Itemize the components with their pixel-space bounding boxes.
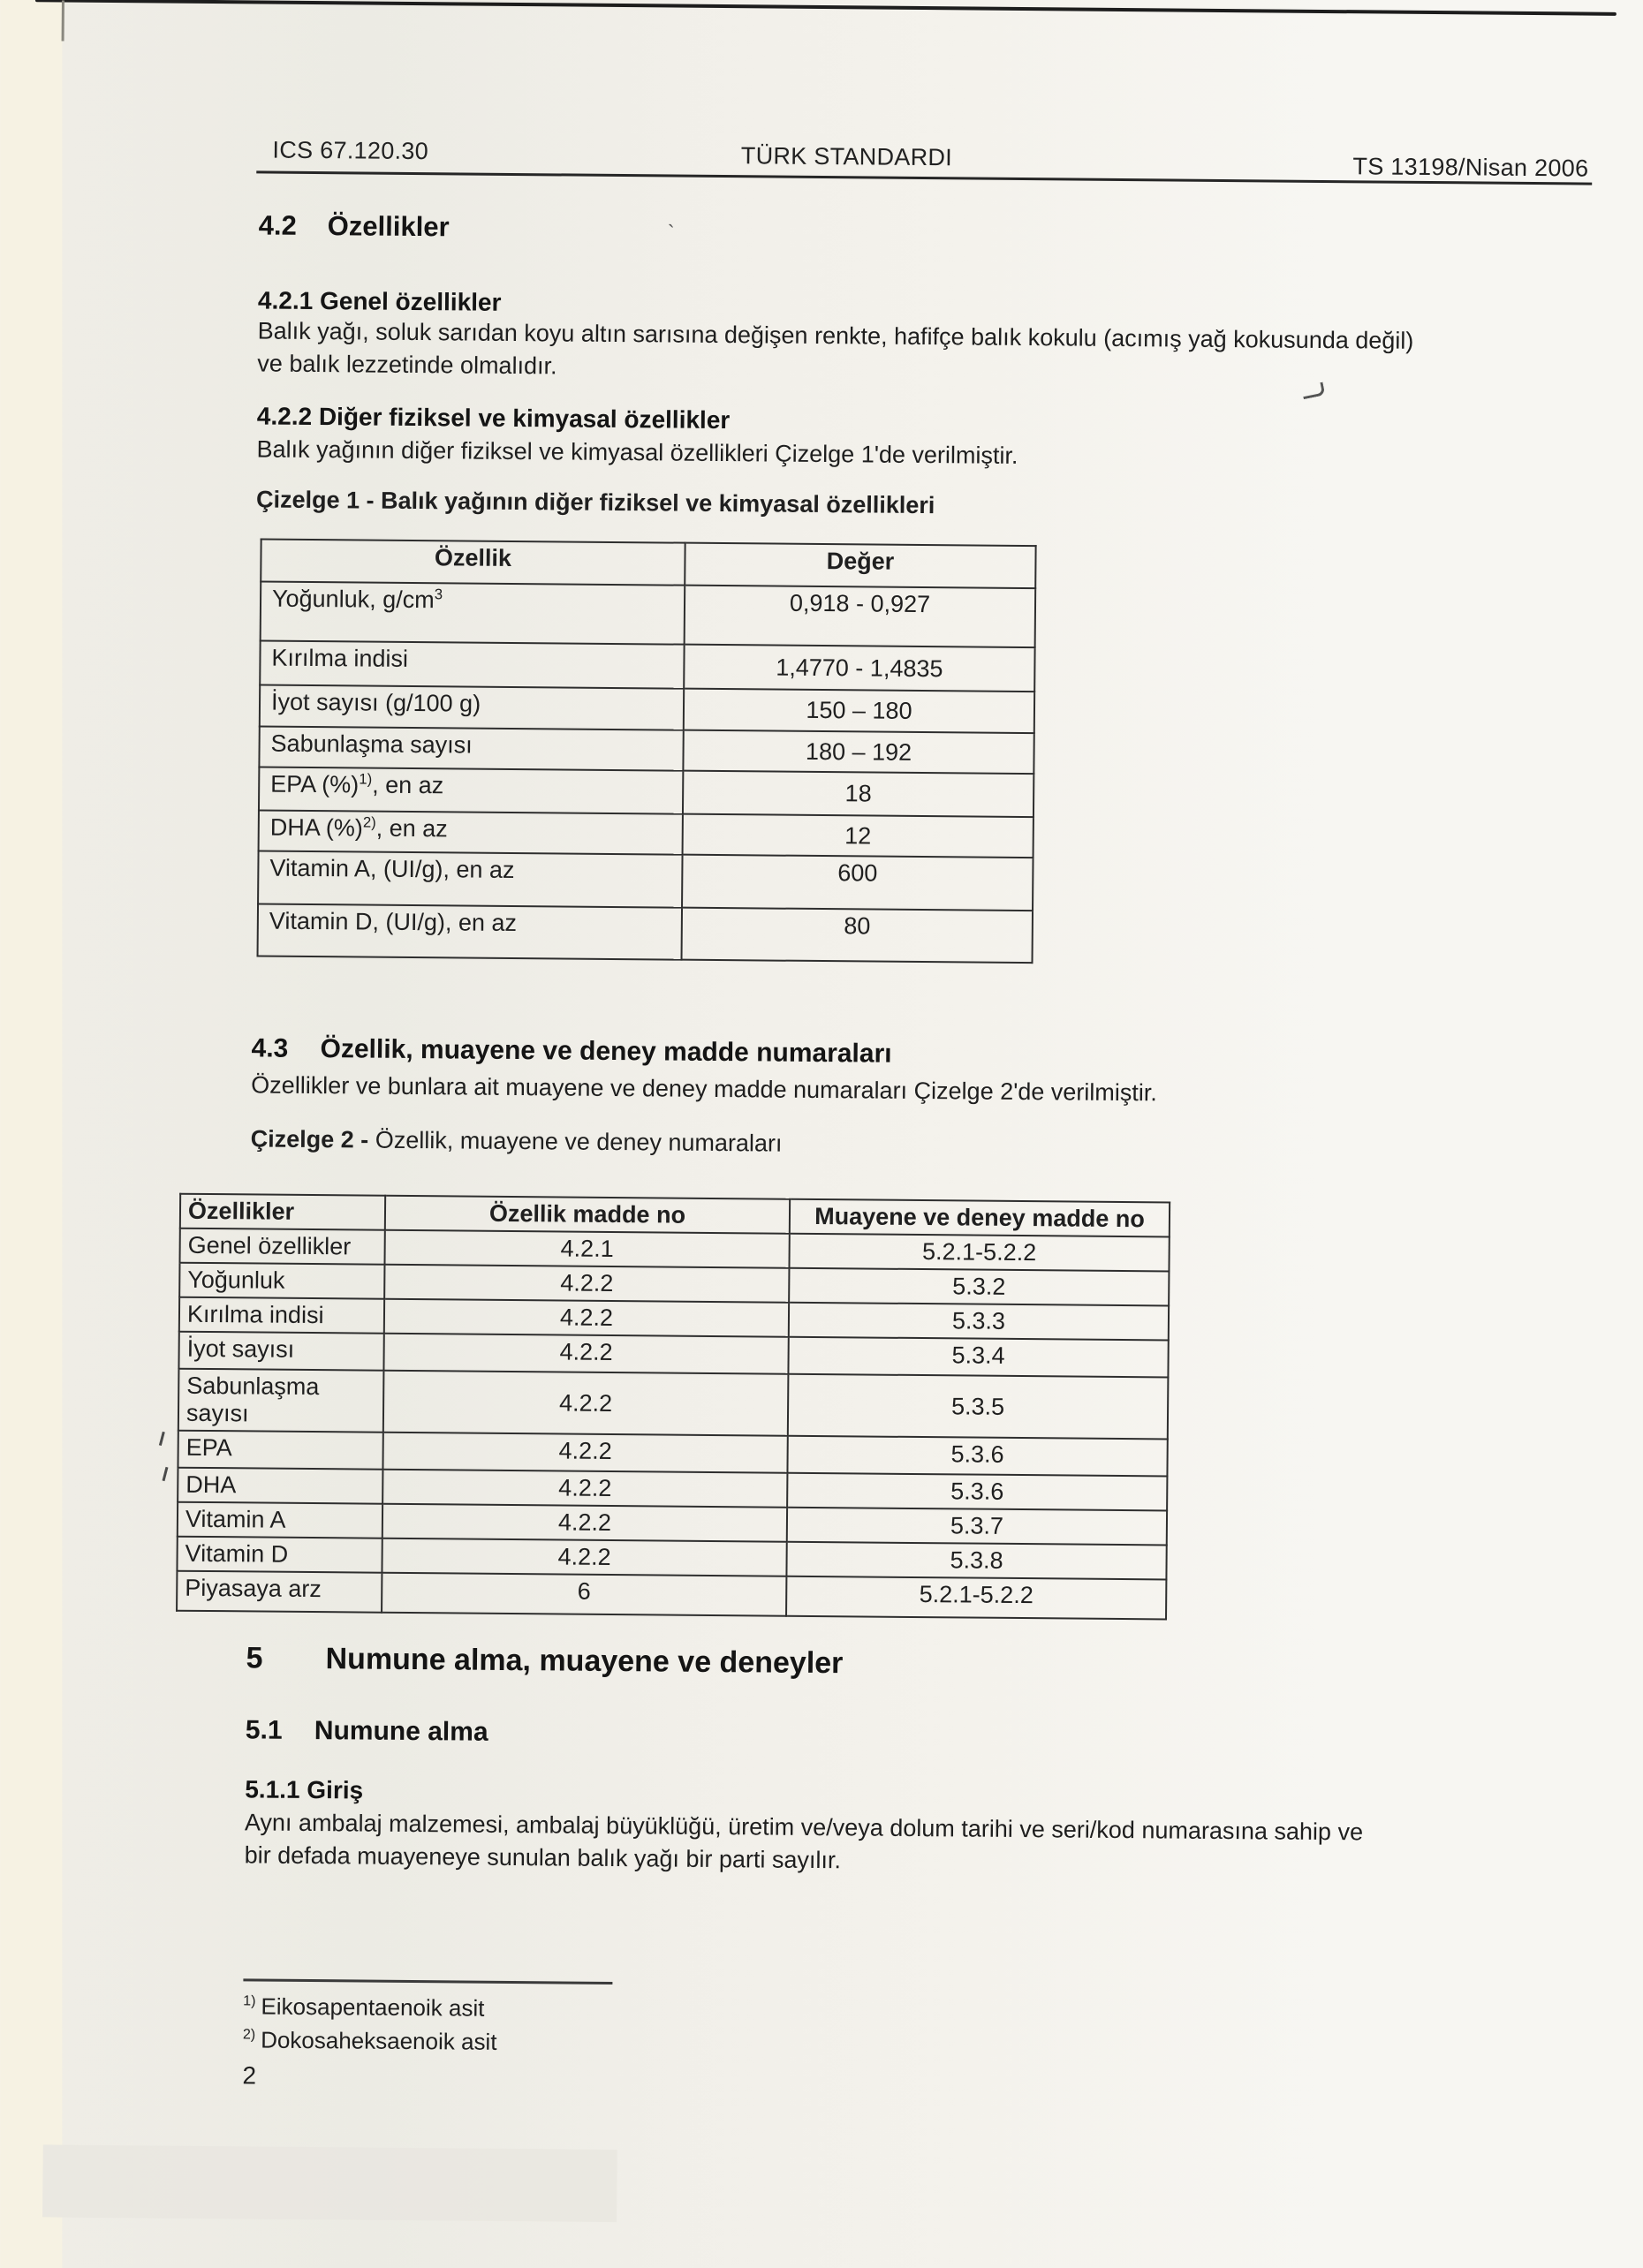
table-row	[178, 1369, 1169, 1440]
table-row	[258, 850, 1033, 911]
table-row	[260, 640, 1034, 692]
heading-4-3-number: 4.3	[251, 1033, 289, 1063]
table-cell-value: 180 – 192	[683, 730, 1034, 774]
table-cell-muayene: 5.3.2	[789, 1268, 1169, 1306]
table2-header-madde: Özellik madde no	[385, 1196, 790, 1234]
table2-header-name: Özellikler	[180, 1194, 385, 1230]
table-cell-madde: 4.2.2	[384, 1265, 789, 1303]
pen-mark	[163, 1467, 173, 1482]
footnote-1	[243, 1992, 485, 2022]
table-row	[259, 726, 1034, 774]
heading-4-2-2: 4.2.2 Diğer fiziksel ve kimyasal özellikler	[256, 402, 731, 435]
pen-mark	[1301, 382, 1325, 400]
header-ics-code: ICS 67.120.30	[272, 136, 429, 165]
table-cell-madde: 4.2.1	[384, 1230, 789, 1268]
table-cell-muayene: 5.3.6	[787, 1436, 1167, 1477]
table-cell-muayene: 5.2.1-5.2.2	[789, 1234, 1169, 1272]
table-cell-value: 600	[682, 855, 1034, 911]
table1-header-property: Özellik	[261, 539, 685, 585]
table-cell-muayene: 5.3.4	[788, 1337, 1168, 1378]
table2-caption-label: Çizelge 2 -	[250, 1125, 369, 1153]
table-cell-property: EPA (%)$^{1)}$, en az	[259, 767, 683, 813]
table1-caption	[256, 486, 935, 519]
footnote-2	[243, 2026, 497, 2056]
table-cell-name: Genel özellikler	[179, 1228, 384, 1265]
table1-caption-text: Balık yağının diğer fiziksel ve kimyasal özellikleri	[374, 487, 935, 519]
footnote-1-text: Eikosapentaenoik asit	[261, 1992, 485, 2022]
paragraph-4-2-1: Balık yağı, soluk sarıdan koyu altın sarısına değişen renkte, hafifçe balık kokulu (acımış yağ kokusunda değil) ve balık lezzetinde olmalıdır.	[257, 317, 1414, 380]
table-cell-property: Vitamin A, (UI/g), en az	[258, 850, 683, 907]
table-header-row	[261, 539, 1035, 588]
table-row	[258, 903, 1033, 963]
table-cell-muayene: 5.3.8	[786, 1542, 1166, 1580]
table-cell-name: DHA	[178, 1468, 382, 1504]
table1-header-value: Değer	[685, 543, 1035, 588]
heading-5-number: 5	[246, 1641, 263, 1675]
table2-caption	[251, 1125, 783, 1157]
table-cell-muayene: 5.3.7	[787, 1508, 1167, 1546]
header-standard-name: TÜRK STANDARDI	[740, 142, 953, 171]
scan-edge-stub	[62, 0, 64, 41]
table-cell-muayene: 5.3.6	[787, 1473, 1167, 1511]
table-cell-muayene: 5.3.3	[789, 1303, 1169, 1341]
paragraph-5-1-1: Aynı ambalaj malzemesi, ambalaj büyüklüğü, üretim ve/veya dolum tarihi ve seri/kod numarasına sahip ve bir defada muayeneye sunulan balık yağı bir parti sayılır.	[244, 1809, 1364, 1874]
table-cell-value: 1,4770 - 1,4835	[684, 645, 1034, 692]
heading-5	[246, 1641, 843, 1681]
table-cell-name: Kırılma indisi	[179, 1297, 384, 1334]
table-cell-value: 12	[683, 814, 1034, 858]
table-cell-value: 0,918 - 0,927	[685, 586, 1036, 647]
heading-4-2-title: Özellikler	[327, 210, 450, 243]
scan-edge-line	[35, 0, 1616, 16]
heading-5-1-1: 5.1.1 Giriş	[245, 1775, 364, 1804]
pen-mark	[159, 1432, 170, 1447]
table-row	[259, 767, 1034, 817]
table-cell-madde: 6	[382, 1573, 786, 1616]
heading-4-2-number: 4.2	[258, 209, 298, 241]
table-cell-property: Kırılma indisi	[260, 640, 684, 688]
table-cell-madde: 4.2.2	[382, 1433, 787, 1473]
table-cell-name: Yoğunluk	[179, 1263, 384, 1299]
table-cell-name: Vitamin D	[177, 1537, 382, 1573]
table-row	[259, 810, 1034, 858]
page-number: 2	[242, 2061, 257, 2090]
heading-4-2-1: 4.2.1 Genel özellikler	[257, 286, 502, 316]
table-cell-muayene: 5.3.5	[788, 1374, 1169, 1440]
table-cell-madde: 4.2.2	[382, 1538, 786, 1576]
table-cell-value: 150 – 180	[684, 689, 1034, 733]
footnote-2-text: Dokosaheksaenoik asit	[261, 2026, 497, 2055]
heading-5-1-title: Numune alma	[314, 1716, 488, 1747]
table-cell-value: 80	[682, 908, 1033, 963]
table-cell-madde: 4.2.2	[383, 1334, 788, 1374]
heading-5-title: Numune alma, muayene ve deneyler	[325, 1642, 844, 1681]
footnote-1-marker: 1)	[243, 1992, 256, 2009]
heading-5-1	[246, 1715, 488, 1747]
footnote-2-marker: 2)	[242, 2026, 256, 2043]
table-cell-value: 18	[683, 771, 1034, 817]
table2-header-muayene: Muayene ve deney madde no	[790, 1199, 1170, 1237]
table-cell-name: EPA	[178, 1431, 382, 1470]
paragraph-4-2-2: Balık yağının diğer fiziksel ve kimyasal özellikleri Çizelge 1'de verilmiştir.	[256, 435, 1018, 469]
table-row	[260, 684, 1034, 733]
heading-4-2	[259, 209, 450, 243]
table-cell-madde: 4.2.2	[382, 1504, 787, 1542]
table-cell-name: Vitamin A	[178, 1502, 382, 1538]
table-row	[261, 581, 1036, 647]
table-cell-name: Piyasaya arz	[177, 1571, 382, 1613]
table-cell-name: Sabunlaşma sayısı	[178, 1369, 384, 1433]
heading-4-3	[251, 1033, 891, 1069]
table-cell-name: İyot sayısı	[178, 1332, 383, 1371]
table-cell-madde: 4.2.2	[383, 1371, 789, 1436]
table-row	[177, 1571, 1166, 1620]
pen-mark: `	[667, 221, 675, 246]
table-cell-madde: 4.2.2	[384, 1299, 789, 1337]
table-cell-property: DHA (%)$^{2)}$, en az	[259, 810, 683, 854]
table-cell-property: İyot sayısı (g/100 g)	[260, 684, 684, 730]
table-cell-muayene: 5.2.1-5.2.2	[786, 1576, 1166, 1620]
heading-5-1-number: 5.1	[245, 1715, 283, 1745]
table2-caption-text: Özellik, muayene ve deney numaraları	[368, 1126, 783, 1157]
heading-4-3-title: Özellik, muayene ve deney madde numaraları	[320, 1034, 892, 1069]
table-cell-property: Yoğunluk, $g/cm^3$	[261, 581, 685, 644]
table-cell-property: Sabunlaşma sayısı	[259, 726, 683, 770]
table1-physical-chemical-properties	[257, 538, 1037, 964]
table1-caption-label: Çizelge 1 -	[255, 486, 375, 514]
footnote-rule	[243, 1978, 612, 1984]
table-cell-madde: 4.2.2	[382, 1470, 787, 1508]
scan-shadow	[42, 2144, 617, 2222]
header-standard-number: TS 13198/Nisan 2006	[1352, 153, 1589, 182]
table2-inspection-test-clauses	[176, 1193, 1170, 1621]
paragraph-4-3: Özellikler ve bunlara ait muayene ve deney madde numaraları Çizelge 2'de verilmiştir.	[251, 1071, 1158, 1107]
table-cell-property: Vitamin D, (UI/g), en az	[258, 903, 682, 959]
